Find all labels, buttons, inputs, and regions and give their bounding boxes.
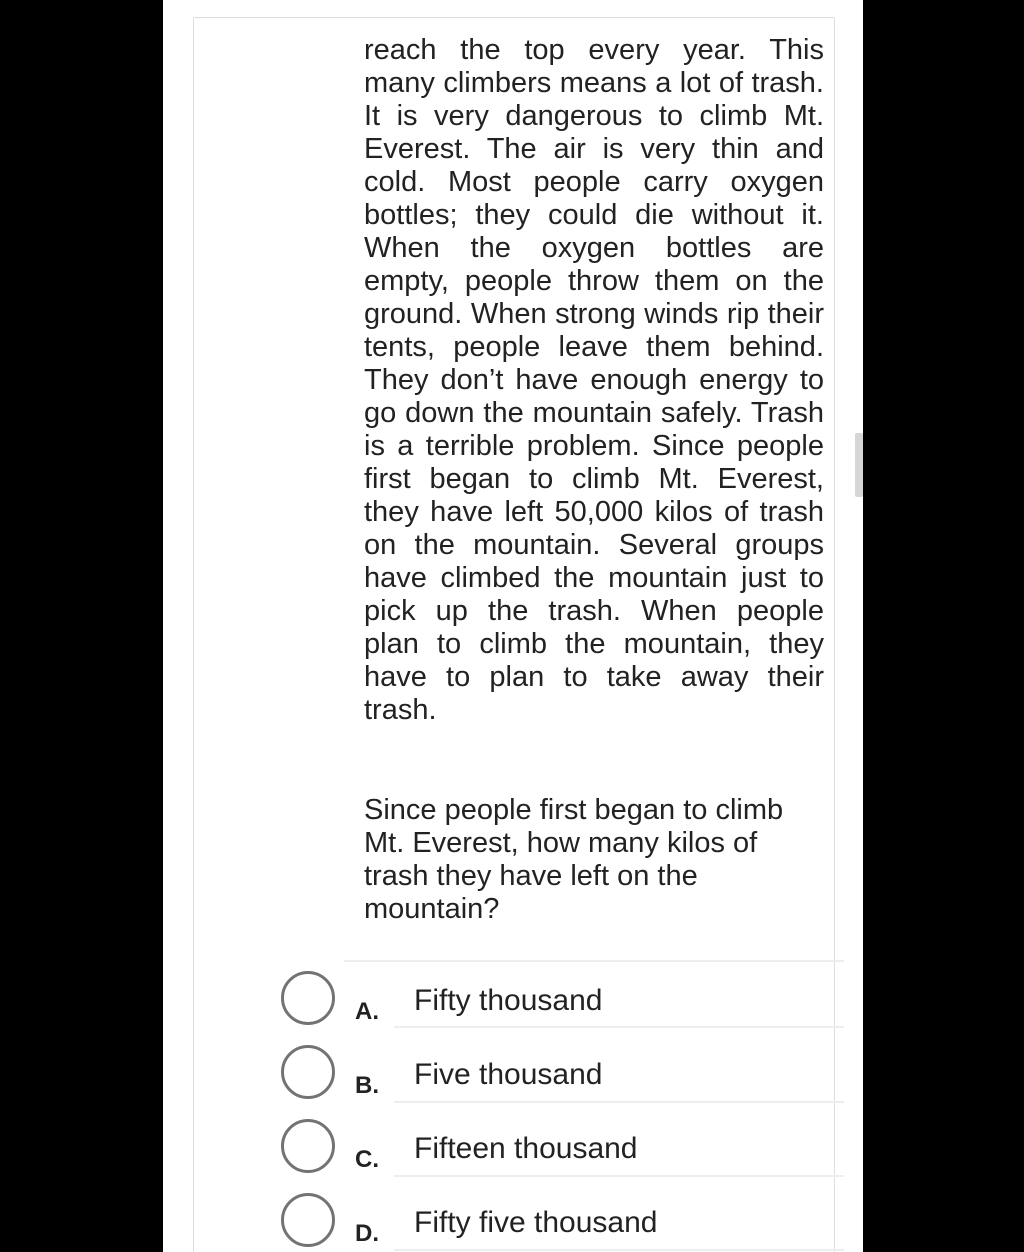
choice-underline [394,1175,844,1177]
radio-button-a[interactable] [281,971,335,1025]
choice-b[interactable] [280,1044,844,1118]
choice-letter: C. [355,1146,379,1173]
choice-c[interactable] [280,1118,844,1192]
quiz-screen [163,0,863,1252]
choice-underline [394,1026,844,1028]
choice-d[interactable] [280,1192,844,1252]
question-text: Since people first began to climb Mt. Everest, how many kilos of trash they have left on the mountain? [364,794,784,925]
choice-label[interactable]: Fifteen thousand [414,1132,638,1165]
choice-underline [394,1101,844,1103]
choice-letter: B. [355,1072,379,1099]
choice-label[interactable]: Five thousand [414,1058,603,1091]
radio-button-d[interactable] [281,1193,335,1247]
choice-letter: A. [355,998,379,1025]
radio-button-b[interactable] [281,1045,335,1099]
choice-label[interactable]: Fifty five thousand [414,1206,658,1239]
choice-a[interactable] [280,970,844,1044]
radio-button-c[interactable] [281,1119,335,1173]
choice-letter: D. [355,1220,379,1247]
reading-passage: reach the top every year. This many climbers means a lot of trash. It is very dangerous to climb Mt. Everest. The air is very thin and cold. Most people carry oxygen bottles; they could die without it. When the oxygen bottles are empty, people throw them on the ground. When strong winds rip their tents, people leave them behind. They don’t have enough energy to go down the mountain safely. Trash is a terrible problem. Since people first began to climb Mt. Everest, they have left 50,000 kilos of trash on the mountain. Several groups have climbed the mountain just to pick up the trash. When people plan to climb the mountain, they have to plan to take away their trash. [364,34,824,726]
choice-underline [394,1249,844,1251]
question-card [193,17,835,1252]
divider [344,960,844,962]
scrollbar-thumb[interactable] [855,433,863,497]
choice-label[interactable]: Fifty thousand [414,984,603,1017]
